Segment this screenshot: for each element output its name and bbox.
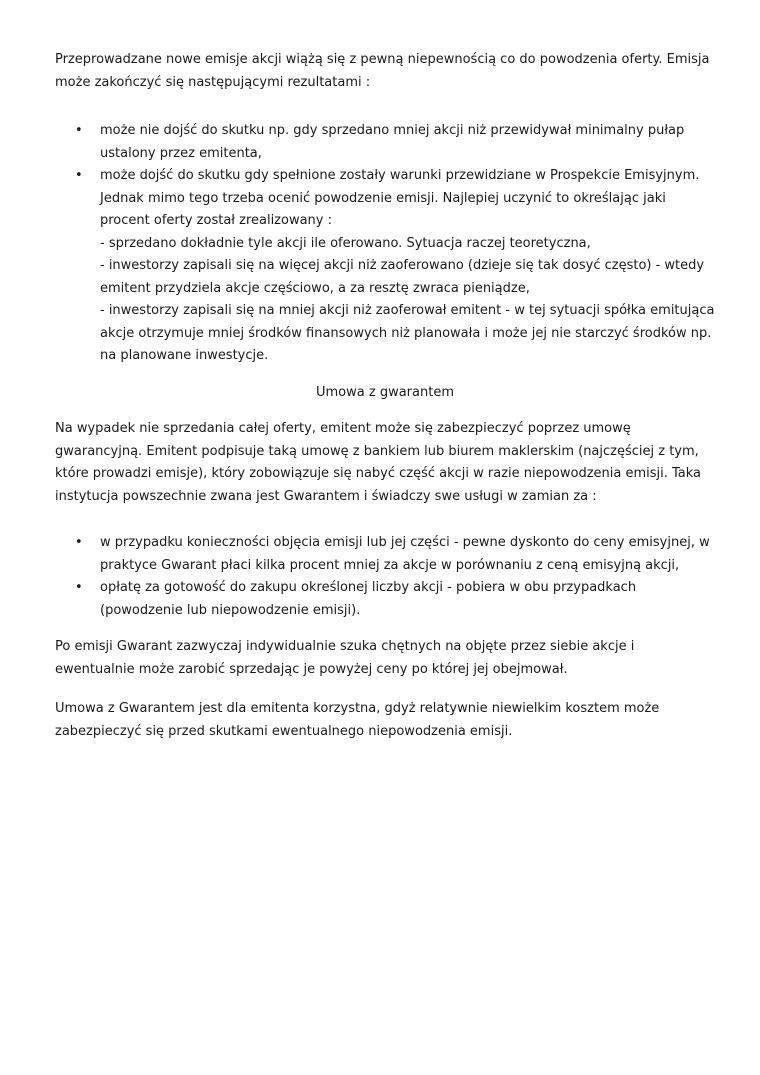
- conclusion-paragraph: [55, 698, 715, 743]
- list-item: [55, 165, 715, 368]
- text-line: może zakończyć się następującymi rezultatami :: [55, 74, 371, 90]
- text-line: ewentualnie może zarobić sprzedając je powyżej ceny po której jej obejmował.: [55, 661, 568, 677]
- text-line: może dojść do skutku gdy spełnione zostały warunki przewidziane w Prospekcie Emisyjnym.: [100, 168, 700, 183]
- text-line: praktyce Gwarant płaci kilka procent mniej za akcje w porównaniu z ceną emisyjną akcji,: [100, 557, 680, 573]
- text-line: gwarancyjną. Emitent podpisuje taką umowę z bankiem lub biurem maklerskim (najczęściej z tym,: [55, 443, 699, 459]
- text-line: procent oferty został zrealizowany :: [100, 213, 333, 228]
- text-line: na planowane inwestycje.: [100, 348, 269, 363]
- after-emission-paragraph: [55, 636, 715, 681]
- text-line: - inwestorzy zapisali się na mniej akcji niż zaoferował emitent - w tej sytuacji spółka emitująca: [100, 303, 715, 318]
- text-line: akcje otrzymuje mniej środków finansowych niż planowała i może jej nie starczyć środków np.: [100, 325, 712, 341]
- bullet-icon: •: [75, 168, 83, 183]
- text-line: opłatę za gotowość do zakupu określonej liczby akcji - pobiera w obu przypadkach: [100, 580, 637, 595]
- list-item: [55, 532, 715, 577]
- text-line: które prowadzi emisje), który zobowiązuje się nabyć część akcji w razie niepowodzenia emisji. Taka: [55, 466, 702, 481]
- list-item: [55, 577, 715, 622]
- document-page: [55, 49, 715, 743]
- intro-paragraph: [55, 49, 715, 94]
- text-line: Jednak mimo tego trzeba ocenić powodzenie emisji. Najlepiej uczynić to określając jaki: [100, 190, 666, 206]
- text-line: ustalony przez emitenta,: [100, 145, 262, 161]
- text-line: Na wypadek nie sprzedania całej oferty, emitent może się zabezpieczyć poprzez umowę: [55, 421, 631, 436]
- text-line: może nie dojść do skutku np. gdy sprzedano mniej akcji niż przewidywał minimalny pułap: [100, 123, 685, 138]
- text-line: - sprzedano dokładnie tyle akcji ile oferowano. Sytuacja raczej teoretyczna,: [100, 235, 591, 251]
- results-list: [55, 120, 715, 368]
- text-line: w przypadku konieczności objęcia emisji lub jej części - pewne dyskonto do ceny emisyjnej, w: [100, 535, 710, 550]
- text-line: zabezpieczyć się przed skutkami ewentualnego niepowodzenia emisji.: [55, 723, 513, 739]
- text-line: - inwestorzy zapisali się na więcej akcji niż zaoferowano (dzieje się tak dosyć często) - wtedy: [100, 258, 705, 273]
- section-heading: Umowa z gwarantem: [316, 384, 454, 400]
- text-line: Umowa z Gwarantem jest dla emitenta korzystna, gdyż relatywnie niewielkim kosztem może: [55, 701, 660, 716]
- text-line: emitent przydziela akcje częściowo, a za resztę zwraca pieniądze,: [100, 280, 530, 296]
- list-item: [55, 120, 715, 165]
- guarantor-paragraph: [55, 418, 715, 508]
- text-line: Po emisji Gwarant zazwyczaj indywidualnie szuka chętnych na objęte przez siebie akcje i: [55, 639, 635, 654]
- fees-list: [55, 532, 715, 622]
- text-line: Przeprowadzane nowe emisje akcji wiążą się z pewną niepewnością co do powodzenia oferty. Emisja: [55, 52, 710, 67]
- text-line: (powodzenie lub niepowodzenie emisji).: [100, 602, 361, 618]
- bullet-icon: •: [75, 535, 83, 550]
- bullet-icon: •: [75, 580, 83, 595]
- bullet-icon: •: [75, 123, 83, 138]
- text-line: instytucja powszechnie zwana jest Gwarantem i świadczy swe usługi w zamian za :: [55, 488, 597, 504]
